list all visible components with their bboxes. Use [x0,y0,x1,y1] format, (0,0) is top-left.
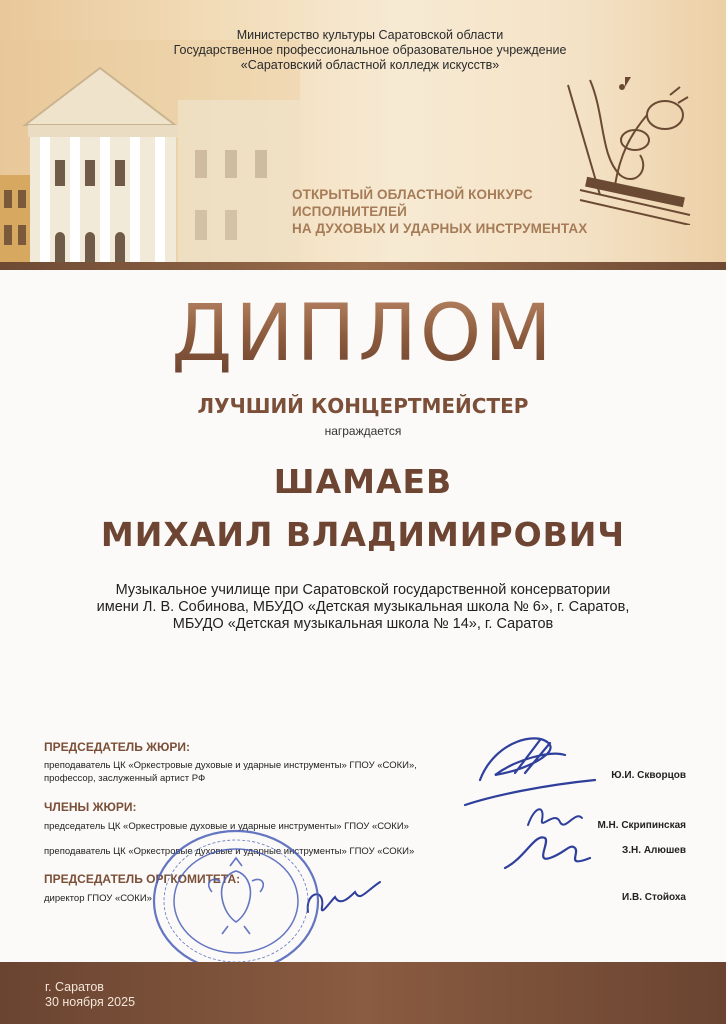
org-line: «Саратовский областной колледж искусств» [240,58,500,72]
jury-chair-name: Ю.И. Скворцов [611,770,686,781]
jury-member-name: З.Н. Алюшев [622,845,686,856]
org-line: Министерство культуры Саратовской области [236,28,504,42]
institution-line: имени Л. В. Собинова, МБУДО «Детская музыкальная школа № 6», г. Саратов, [96,599,630,615]
institution-line: МБУДО «Детская музыкальная школа № 14», г. Саратов [172,616,554,632]
jury-member-desc: преподаватель ЦК «Оркестровые духовые и ударные инструменты» ГПОУ «СОКИ» [44,846,415,857]
contest-line: ОТКРЫТЫЙ ОБЛАСТНОЙ КОНКУРС [292,187,533,202]
header-banner [0,0,726,270]
jury-member-desc: председатель ЦК «Оркестровые духовые и ударные инструменты» ГПОУ «СОКИ» [44,821,409,832]
footer-band [0,962,726,1024]
organization-lines [150,28,590,73]
footer-city: г. Саратов [45,980,104,994]
contest-line: ИСПОЛНИТЕЛЕЙ [292,204,407,219]
jury-chair-desc: профессор, заслуженный артист РФ [44,773,206,784]
official-stamp [150,826,322,976]
recipient-surname: ШАМАЕВ [273,462,453,501]
award-title: ЛУЧШИЙ КОНЦЕРТМЕЙСТЕР [197,394,529,418]
jury-members-heading: ЧЛЕНЫ ЖЮРИ: [44,800,137,814]
diploma-title: ДИПЛОМ [0,292,726,376]
jury-member-name: М.Н. Скрипинская [597,820,686,831]
orgcommittee-heading: ПРЕДСЕДАТЕЛЬ ОРГКОМИТЕТА: [44,872,241,886]
footer-date: 30 ноября 2025 [45,995,136,1009]
member-signature [495,828,605,878]
contest-line: НА ДУХОВЫХ И УДАРНЫХ ИНСТРУМЕНТАХ [292,221,588,236]
jury-chair-heading: ПРЕДСЕДАТЕЛЬ ЖЮРИ: [44,740,191,754]
awarded-to-label: награждается [324,424,402,438]
header-divider [0,262,726,270]
college-building-image [0,40,300,265]
contest-title [292,186,592,237]
jury-chair-desc: преподаватель ЦК «Оркестровые духовые и ударные инструменты» ГПОУ «СОКИ», [44,760,417,771]
wind-instruments-illustration [560,75,700,225]
institution-line: Музыкальное училище при Саратовской государственной консерватории [115,582,611,598]
orgcommittee-name: И.В. Стойоха [622,892,686,903]
recipient-given-names: МИХАИЛ ВЛАДИМИРОВИЧ [100,515,626,554]
org-line: Государственное профессиональное образовательное учреждение [173,43,567,57]
orgcommittee-desc: директор ГПОУ «СОКИ» [44,893,152,904]
institution-text [60,582,666,633]
